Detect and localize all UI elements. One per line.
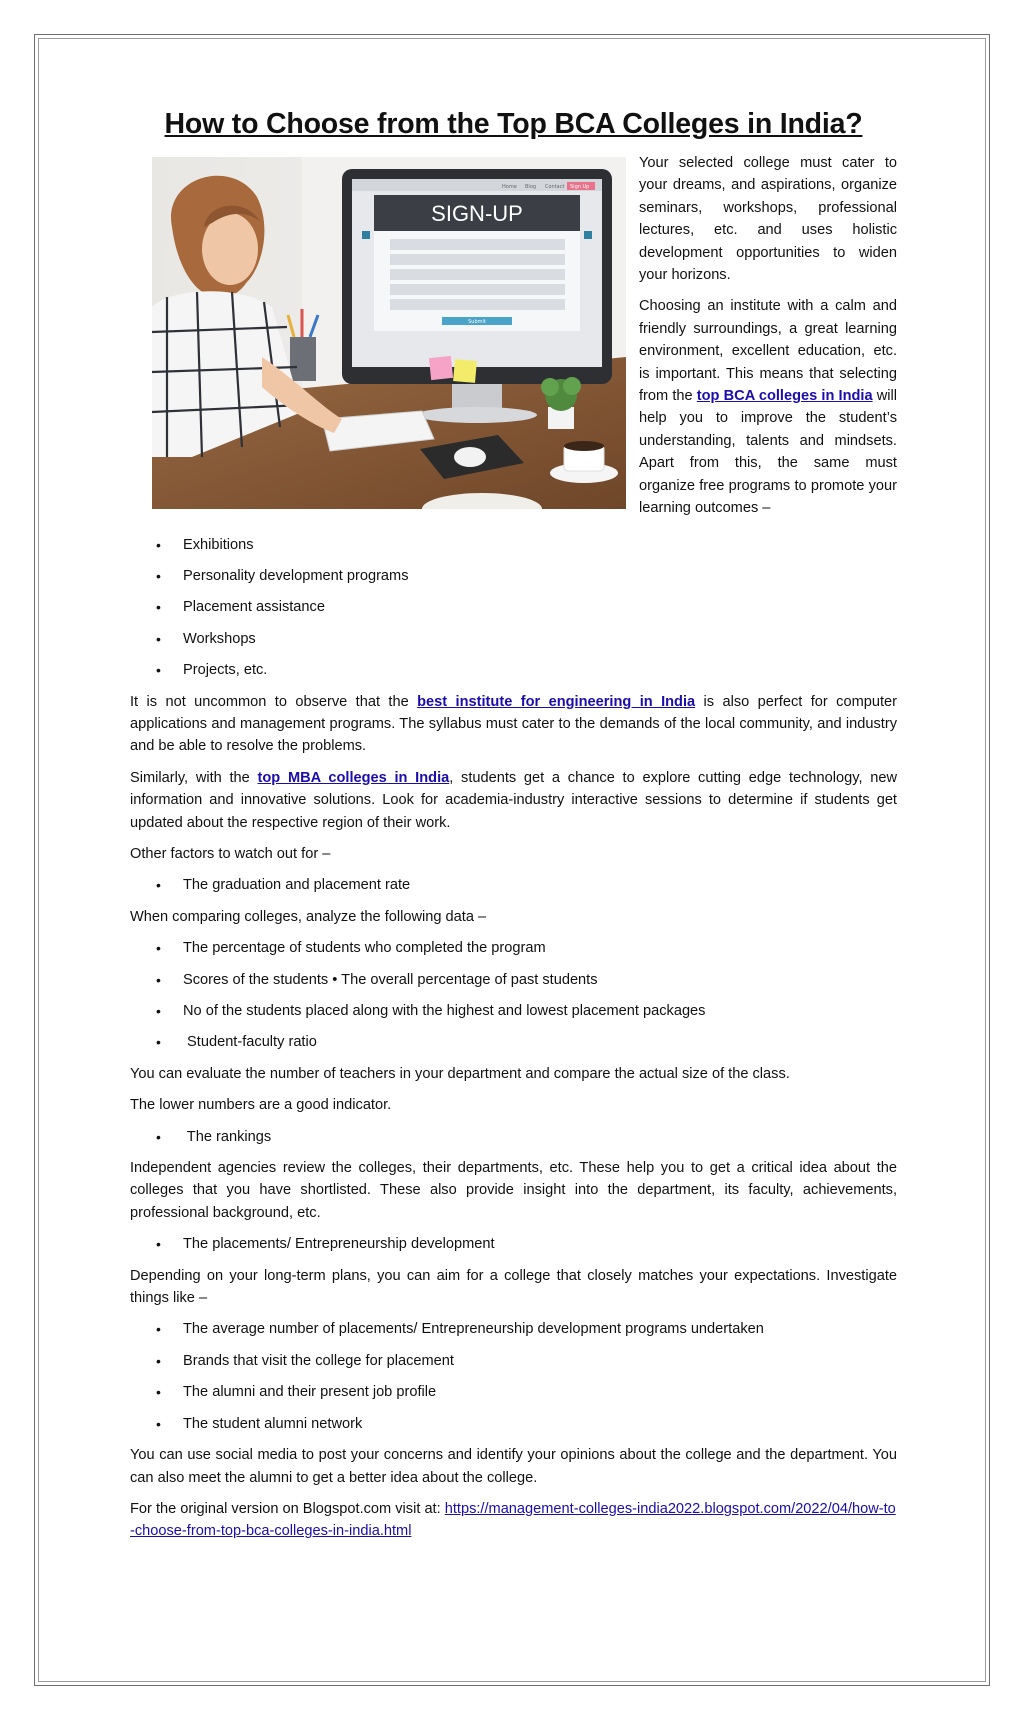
list-item: • Projects, etc. <box>130 659 897 681</box>
screen-heading: SIGN-UP <box>431 201 523 226</box>
mba-text-before: Similarly, with the <box>130 769 258 786</box>
intro-paragraph-2 <box>639 295 897 519</box>
independent-agencies-paragraph: Independent agencies review the colleges, their departments, etc. These help you to get a critical idea about the colleges that you have shortlisted. These also provide insight into the department, its faculty, achievements, professional background, etc. <box>130 1160 897 1221</box>
list-item: • Exhibitions <box>130 534 897 556</box>
list-item: • The percentage of students who completed the program <box>130 937 897 959</box>
list-item: • The alumni and their present job profile <box>130 1381 897 1403</box>
social-media-paragraph: You can use social media to post your concerns and identify your opinions about the college and the department. You can also meet the alumni to get a better idea about the college. <box>130 1447 897 1486</box>
comparison-data-list <box>130 937 897 1054</box>
list-item: • Scores of the students • The overall percentage of past students <box>130 969 897 991</box>
nav-blog-label: Blog <box>525 184 537 190</box>
engineering-text-after: is also perfect for computer applications and management programs. The syllabus must cater to the demands of the local community, and industry and be able to resolve the problems. <box>130 693 897 755</box>
list-item: • The placements/ Entrepreneurship development <box>130 1233 897 1255</box>
lower-numbers-paragraph: The lower numbers are a good indicator. <box>130 1097 392 1114</box>
list-item: • Placement assistance <box>130 596 897 618</box>
list-item: • The average number of placements/ Entrepreneurship development programs undertaken <box>130 1318 897 1340</box>
list-item: • Personality development programs <box>130 565 897 587</box>
best-engineering-institute-link[interactable]: best institute for engineering in India <box>417 693 696 710</box>
document-page <box>130 108 897 1552</box>
list-item: • Brands that visit the college for placement <box>130 1350 897 1372</box>
page-title: How to Choose from the Top BCA Colleges in India? <box>164 108 863 140</box>
list-item: • The graduation and placement rate <box>130 874 897 896</box>
intro-p2-text-before: Choosing an institute with a calm and friendly surroundings, a great learning environment, excellent education, etc. is important. This means that selecting from the <box>639 298 897 405</box>
list-item: • Workshops <box>130 628 897 650</box>
rankings-list <box>130 1126 897 1148</box>
intro-paragraph-1: Your selected college must cater to your dreams, and aspirations, organize seminars, workshops, professional lectures, etc. and uses holistic development opportunities to widen your horizons. <box>639 155 897 284</box>
nav-contact-label: Contact <box>545 184 565 190</box>
factors-list <box>130 874 897 896</box>
depending-paragraph: Depending on your long-term plans, you can aim for a college that closely matches your expectations. Investigate things like – <box>130 1267 897 1307</box>
original-version-link[interactable]: https://management-colleges-india2022.blogspot.com/2022/04/how-to-choose-from-top-bca-colleges-in-india.html <box>130 1500 896 1540</box>
nav-signup-label: Sign Up <box>570 184 590 190</box>
hero-image <box>152 157 626 509</box>
list-item: • The rankings <box>130 1126 897 1148</box>
evaluate-paragraph: You can evaluate the number of teachers in your department and compare the actual size of the class. <box>130 1065 790 1082</box>
list-item: • The student alumni network <box>130 1413 897 1435</box>
original-version-text: For the original version on Blogspot.com visit at: <box>130 1500 445 1517</box>
mba-paragraph <box>130 767 897 834</box>
intro-p2-text-after: will help you to improve the student’s understanding, talents and mindsets. Apart from this, the same must organize free programs to promote your learning outcomes – <box>639 388 897 517</box>
comparing-paragraph: When comparing colleges, analyze the following data – <box>130 908 487 925</box>
intro-text <box>639 157 897 534</box>
outcomes-list <box>130 534 897 682</box>
other-factors-paragraph: Other factors to watch out for – <box>130 845 331 862</box>
investigate-list <box>130 1318 897 1435</box>
top-bca-colleges-link[interactable]: top BCA colleges in India <box>696 388 873 405</box>
screen-submit-label: Submit <box>468 319 486 325</box>
list-item: • Student-faculty ratio <box>130 1031 897 1053</box>
engineering-text-before: It is not uncommon to observe that the <box>130 693 418 710</box>
list-item: • No of the students placed along with the highest and lowest placement packages <box>130 1000 897 1022</box>
nav-home-label: Home <box>502 184 517 190</box>
engineering-paragraph <box>130 691 897 758</box>
top-mba-colleges-link[interactable]: top MBA colleges in India <box>257 769 450 786</box>
intro-section <box>130 157 897 534</box>
placements-list <box>130 1233 897 1255</box>
original-version-paragraph <box>130 1498 897 1543</box>
mba-text-after: , students get a chance to explore cutting edge technology, new information and innovative solutions. Look for academia-industry interactive sessions to determine if students get updated about the respective region of their work. <box>130 769 898 831</box>
